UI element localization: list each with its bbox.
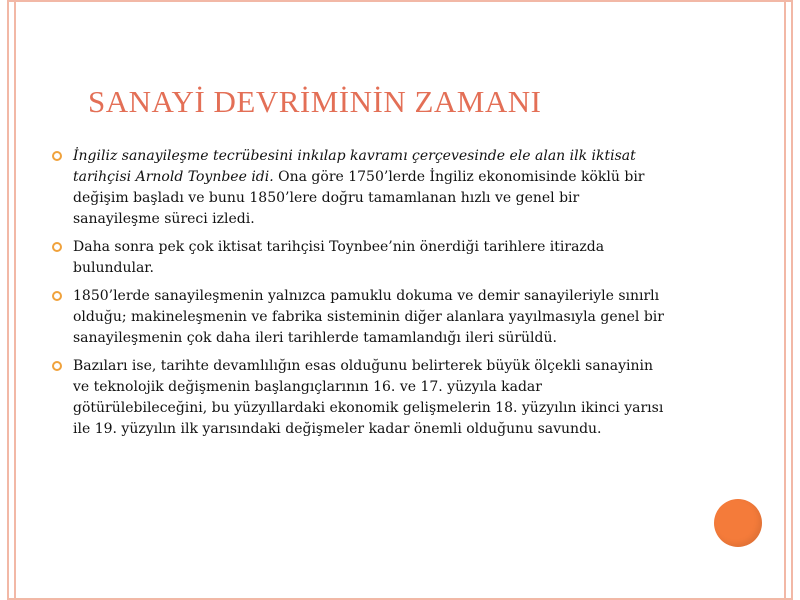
bullet-item-4 — [50, 356, 670, 440]
frame-right-outer-line — [791, 0, 793, 600]
orange-circle-decoration — [714, 499, 762, 547]
bullet-item-1-text: Ona göre 1750’lerde İngiliz ekonomisinde köklü bir değişim başladı ve bunu 1850’lere doğru tamamlanan hızlı ve genel bir sanayileşme süreci izledi. — [73, 169, 645, 227]
bullet-item-2 — [50, 237, 670, 279]
bullet-item-1-italic-text: İngiliz sanayileşme tecrübesini inkılap kavramı çerçevesinde ele alan ilk iktisat tarihçisi Arnold Toynbee idi. — [73, 148, 636, 185]
ring-bullet-icon — [51, 241, 63, 253]
frame-top-line — [7, 0, 793, 2]
frame-right-inner-line — [784, 0, 786, 600]
bullet-list — [50, 146, 670, 447]
bullet-item-1 — [50, 146, 670, 230]
ring-bullet-icon — [51, 360, 63, 372]
ring-bullet-icon — [51, 150, 63, 162]
frame-left-inner-line — [14, 0, 16, 600]
bullet-item-2-text: Daha sonra pek çok iktisat tarihçisi Toynbee’nin önerdiği tarihlere itirazda bulundular. — [73, 239, 605, 276]
bullet-item-4-text: Bazıları ise, tarihte devamlılığın esas olduğunu belirterek büyük ölçekli sanayinin ve teknolojik değişmenin başlangıçlarının 16. ve 17. yüzyıla kadar götürülebileceğini, bu yüzyıllardaki ekonomik gelişmelerin 18. yüzyılın ikinci yarısı ile 19. yüzyılın ilk yarısındaki değişmeler kadar önemli olduğunu savundu. — [73, 358, 664, 437]
ring-bullet-icon — [51, 290, 63, 302]
slide-title: SANAYİ DEVRİMİNİN ZAMANI — [88, 84, 542, 119]
bullet-item-3-text: 1850’lerde sanayileşmenin yalnızca pamuklu dokuma ve demir sanayileriyle sınırlı olduğu; makineleşmenin ve fabrika sisteminin diğer alanlara yayılmasıyla genel bir sanayileşmenin çok daha ileri tarihlerde tamamlandığı ileri sürüldü. — [73, 288, 664, 346]
frame-left-outer-line — [7, 0, 9, 600]
bullet-item-3 — [50, 286, 670, 349]
